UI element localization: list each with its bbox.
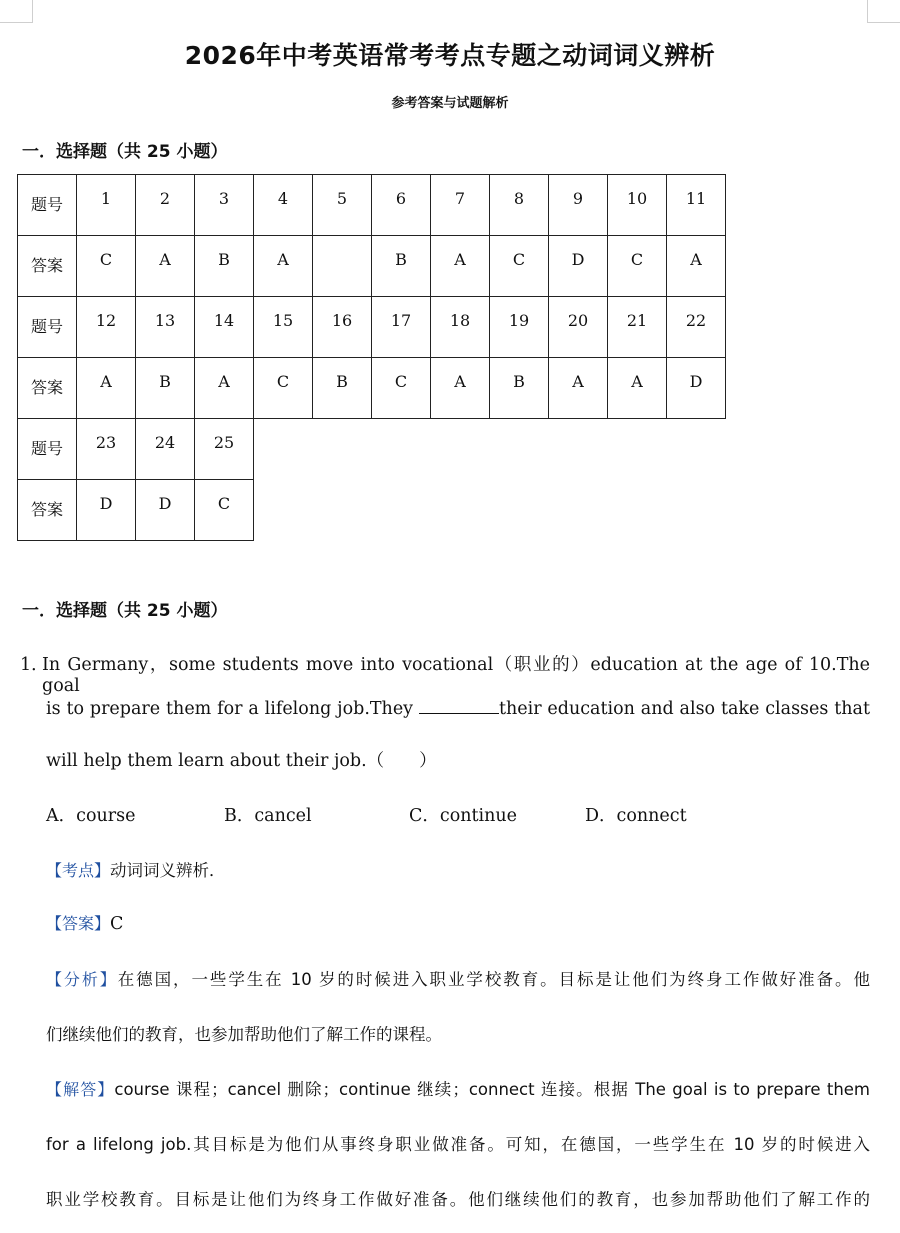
answer-cell: D (77, 480, 136, 541)
jieda-section (46, 1076, 870, 1209)
jieda-line: 职业学校教育。目标是让他们为终身工作做好准备。他们继续他们的教育，也参加帮助他们了解工作的 (46, 1190, 870, 1209)
row-label-number: 题号 (18, 297, 77, 358)
empty-cell (431, 480, 490, 541)
row-label-number: 题号 (18, 419, 77, 480)
answer-cell: B (490, 358, 549, 419)
answer-cell (313, 236, 372, 297)
empty-cell (254, 480, 313, 541)
answer-cell: A (77, 358, 136, 419)
jieda-line: for a lifelong job.其目标是为他们从事终身职业做准备。可知，在德国，一些学生在 10 岁的时候进入 (46, 1135, 870, 1154)
daan-tag: 【答案】 (46, 914, 111, 933)
question-number-cell: 13 (136, 297, 195, 358)
question-text: is to prepare them for a lifelong job.They (46, 699, 419, 719)
answer-cell: C (372, 358, 431, 419)
answer-table-answer-row (18, 480, 726, 541)
row-label-answer: 答案 (18, 480, 77, 541)
question-number-cell: 6 (372, 175, 431, 236)
section-heading-questions: 一．选择题（共 25 小题） (22, 601, 228, 621)
empty-cell (313, 480, 372, 541)
section-heading-answers: 一．选择题（共 25 小题） (22, 142, 228, 162)
answer-table-number-row (18, 175, 726, 236)
question-text-line: In Germany，some students move into vocational（职业的）education at the age of 10.The goal (42, 655, 870, 696)
empty-cell (254, 419, 313, 480)
option-d: D．connect (585, 806, 687, 826)
empty-cell (608, 480, 667, 541)
empty-cell (549, 480, 608, 541)
answer-table-answer-row (18, 236, 726, 297)
question-number-cell: 1 (77, 175, 136, 236)
answer-cell: C (608, 236, 667, 297)
answer-table (17, 174, 726, 541)
page-corner-mark-left (0, 0, 33, 23)
question-number-cell: 19 (490, 297, 549, 358)
daan-section (46, 911, 870, 934)
empty-cell (608, 419, 667, 480)
answer-cell: B (372, 236, 431, 297)
answer-blank (419, 697, 499, 714)
answer-cell: A (136, 236, 195, 297)
row-label-answer: 答案 (18, 358, 77, 419)
question-number-cell: 4 (254, 175, 313, 236)
question-number-cell: 18 (431, 297, 490, 358)
question-number-cell: 24 (136, 419, 195, 480)
empty-cell (490, 419, 549, 480)
answer-cell: D (549, 236, 608, 297)
question-number-cell: 12 (77, 297, 136, 358)
answer-cell: D (136, 480, 195, 541)
question-number-cell: 11 (667, 175, 726, 236)
answer-cell: A (667, 236, 726, 297)
empty-cell (667, 480, 726, 541)
answer-cell: B (136, 358, 195, 419)
answer-table-answer-row (18, 358, 726, 419)
question-number: 1． (20, 655, 49, 675)
empty-cell (313, 419, 372, 480)
answer-cell: B (313, 358, 372, 419)
row-label-answer: 答案 (18, 236, 77, 297)
jieda-line (46, 1076, 870, 1100)
question-number-cell: 2 (136, 175, 195, 236)
empty-cell (431, 419, 490, 480)
answer-table-number-row (18, 419, 726, 480)
question-number-cell: 15 (254, 297, 313, 358)
empty-cell (549, 419, 608, 480)
kaodian-text: 动词词义辨析． (110, 861, 226, 880)
page-subtitle: 参考答案与试题解析 (391, 96, 509, 111)
question-number-cell: 14 (195, 297, 254, 358)
question-number-cell: 9 (549, 175, 608, 236)
page-corner-mark-right (867, 0, 900, 23)
answer-table-number-row (18, 297, 726, 358)
option-a: A．course (46, 806, 136, 826)
answer-cell: C (195, 480, 254, 541)
option-b: B．cancel (224, 806, 312, 826)
row-label-number: 题号 (18, 175, 77, 236)
question-number-cell: 5 (313, 175, 372, 236)
question-number-cell: 25 (195, 419, 254, 480)
question-number-cell: 22 (667, 297, 726, 358)
option-c: C．continue (409, 806, 518, 826)
question-number-cell: 10 (608, 175, 667, 236)
question-number-cell: 17 (372, 297, 431, 358)
empty-cell (490, 480, 549, 541)
question-text-line: will help them learn about their job.（ ） (46, 751, 437, 771)
answer-cell: A (549, 358, 608, 419)
fenxi-line: 们继续他们的教育，也参加帮助他们了解工作的课程。 (46, 1025, 442, 1044)
daan-text: C (110, 914, 124, 934)
kaodian-tag: 【考点】 (46, 861, 111, 880)
answer-cell: A (431, 358, 490, 419)
answer-cell: C (77, 236, 136, 297)
answer-cell: A (195, 358, 254, 419)
answer-cell: A (608, 358, 667, 419)
question-number-cell: 3 (195, 175, 254, 236)
answer-cell: D (667, 358, 726, 419)
question-number-cell: 7 (431, 175, 490, 236)
question-number-cell: 8 (490, 175, 549, 236)
fenxi-text: 在德国，一些学生在 10 岁的时候进入职业学校教育。目标是让他们为终身工作做好准备。他 (117, 970, 870, 989)
empty-cell (372, 419, 431, 480)
answer-cell: C (490, 236, 549, 297)
empty-cell (667, 419, 726, 480)
answer-cell: C (254, 358, 313, 419)
question-number-cell: 16 (313, 297, 372, 358)
page-title: 2026年中考英语常考考点专题之动词词义辨析 (184, 41, 716, 70)
answer-cell: B (195, 236, 254, 297)
fenxi-section (46, 966, 870, 1044)
fenxi-tag: 【分析】 (46, 970, 118, 989)
kaodian-section (46, 857, 870, 881)
answer-cell: A (431, 236, 490, 297)
fenxi-line (46, 966, 870, 990)
answer-cell: A (254, 236, 313, 297)
jieda-text: course 课程；cancel 删除；continue 继续；connect 连接。根据 The goal is to prepare them (114, 1080, 870, 1099)
jieda-tag: 【解答】 (46, 1080, 115, 1099)
question-number-cell: 20 (549, 297, 608, 358)
question-number-cell: 23 (77, 419, 136, 480)
question-text-line (46, 697, 870, 719)
empty-cell (372, 480, 431, 541)
question-number-cell: 21 (608, 297, 667, 358)
question-text: their education and also take classes that (498, 699, 871, 719)
